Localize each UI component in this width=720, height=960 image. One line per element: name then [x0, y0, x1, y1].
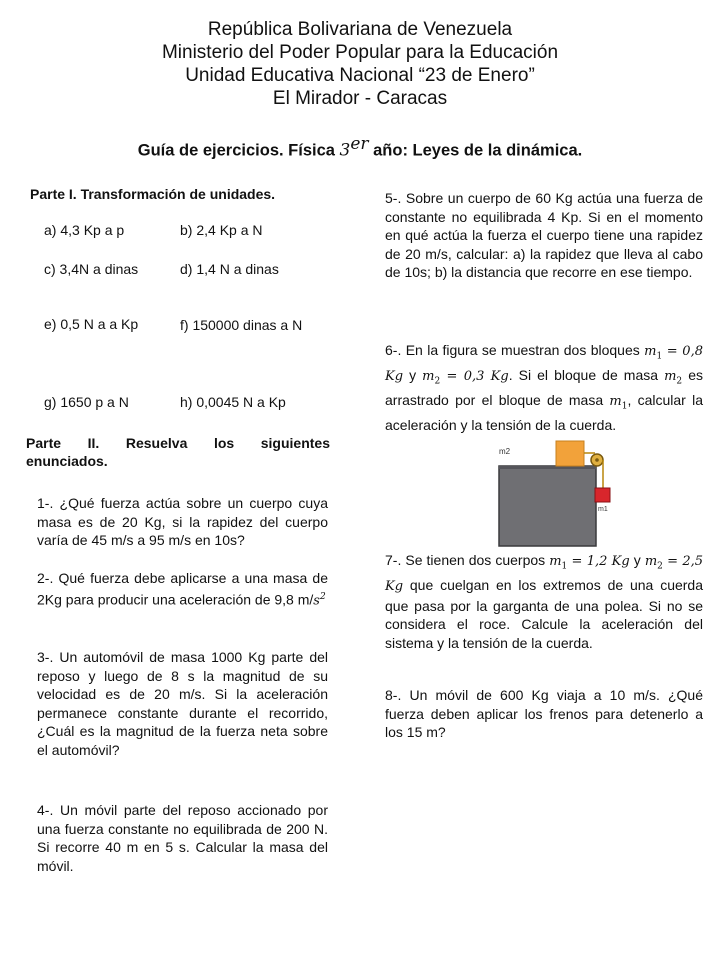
problem-6-text-3: . Si el bloque de masa: [508, 367, 665, 384]
problem-2-unit: s: [313, 593, 320, 609]
problem-6-text-1: 6-. En la figura se muestran dos bloques: [385, 342, 645, 358]
header-location: El Mirador - Caracas: [272, 88, 448, 109]
pulley-axle-icon: [595, 458, 599, 462]
unit-item-h: h) 0,0045 N a Kp: [180, 394, 286, 410]
problem-6-m1: $m_1 = 0,8$ Kg: [385, 344, 703, 385]
label-m2: m2: [499, 447, 511, 456]
problem-7-text-1: 7-. Se tienen dos cuerpos: [385, 552, 550, 568]
problem-1: 1-. ¿Qué fuerza actúa sobre un cuerpo cuya masa es de 20 Kg, si la rapidez del cuerpo varía de 45 m/s a 95 m/s en 10s?: [37, 495, 328, 548]
unit-item-a: a) 4,3 Kp a p: [44, 222, 125, 238]
problem-6-text-5: , calcular la aceleración y la tensión de la cuerda.: [385, 392, 703, 434]
problem-3: 3-. Un automóvil de masa 1000 Kg parte del reposo y luego de 8 s la magnitud de su velocidad es de 20 m/s. Si la aceleración permanece constante durante el recorrido, ¿Cuál es la magnitud de la fuerza neta sobre el automóvil?: [37, 649, 328, 758]
problem-2-text: 2-. Qué fuerza debe aplicarse a una masa de 2Kg para producir una aceleración de 9,8 m/: [37, 570, 328, 608]
problem-6-m1-ref: $m_1$: [609, 394, 628, 412]
part1-title: Parte I. Transformación de unidades.: [30, 186, 276, 202]
unit-item-e: e) 0,5 N a a Kp: [44, 316, 139, 332]
problem-2: [37, 569, 328, 611]
problem-5: 5-. Sobre un cuerpo de 60 Kg actúa una fuerza de constante no equilibrada 4 Kp. Si en el momento en qué actúa la fuerza el cuerpo tiene una rapidez de 20 m/s, calcular: a) la rapidez que lleva al cabo de 10s; b) la distancia que recorre en ese tiempo.: [385, 190, 703, 280]
header-school: Unidad Educativa Nacional “23 de Enero”: [185, 65, 535, 86]
pulley-figure: [494, 436, 622, 548]
unit-item-g: g) 1650 p a N: [44, 394, 129, 410]
part2-title: [26, 434, 330, 470]
unit-item-f: f) 150000 dinas a N: [180, 317, 303, 333]
guide-title-after: año: Leyes de la dinámica.: [368, 141, 583, 160]
problem-7: [385, 551, 703, 652]
grade-superscript: er: [350, 134, 369, 154]
problem-4: 4-. Un móvil parte del reposo accionado por una fuerza constante no equilibrada de 200 N. Si recorre 40 m en 5 s. Calcular la masa del móvil.: [37, 802, 328, 874]
problem-7-m1: $m_1 = 1,2$ Kg: [549, 554, 630, 572]
block-m2: [556, 441, 584, 466]
problem-6-m2-ref: $m_2$: [664, 369, 683, 387]
problem-8: 8-. Un móvil de 600 Kg viaja a 10 m/s. ¿Qué fuerza deben aplicar los frenos para detenerlo a los 15 m?: [385, 687, 703, 740]
guide-title-before: Guía de ejercicios. Física: [137, 141, 340, 160]
header-country: República Bolivariana de Venezuela: [207, 19, 513, 40]
problem-6: [385, 341, 703, 435]
block-m1: [595, 488, 610, 502]
problem-6-m2: $m_2 = 0,3$ Kg: [422, 369, 509, 387]
problem-7-m2: $m_2 = 2,5$ Kg: [385, 554, 704, 595]
guide-title: [0, 134, 720, 161]
part2-title-line1: Parte II. Resuelva los siguientes: [26, 435, 330, 451]
school-header: [0, 18, 720, 110]
unit-item-d: d) 1,4 N a dinas: [180, 261, 279, 277]
table-block: [499, 466, 596, 546]
grade-number: 3: [339, 140, 351, 161]
part2-title-line2: enunciados.: [26, 453, 108, 469]
problem-7-text-2: y: [629, 552, 645, 568]
problem-6-text-4: es arrastrado por el bloque de masa: [385, 367, 703, 409]
problem-2-exponent: 2: [319, 591, 326, 602]
label-m1: m1: [598, 506, 608, 513]
problem-6-text-2: y: [403, 367, 423, 384]
problem-7-text-3: que cuelgan en los extremos de una cuerda que pasa por la garganta de una polea. Si no se considera el roce. Calcule la aceleración del sistema y la tensión de la cuerda.: [385, 577, 703, 651]
header-ministry: Ministerio del Poder Popular para la Educación: [161, 42, 559, 63]
unit-item-b: b) 2,4 Kp a N: [180, 222, 263, 238]
unit-item-c: c) 3,4N a dinas: [44, 261, 139, 277]
